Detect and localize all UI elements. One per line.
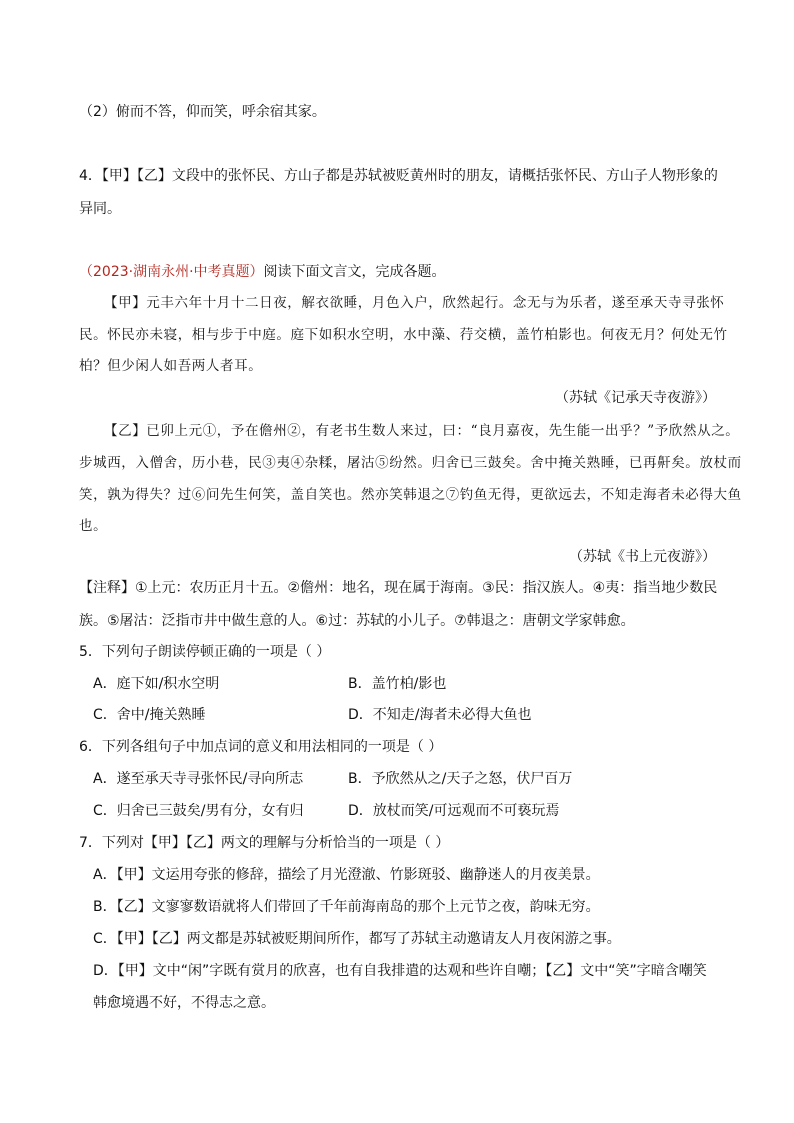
yi-attribution: （苏轼《书上元夜游》） xyxy=(569,549,716,565)
q5-option-a[interactable]: A．庭下如/积水空明 xyxy=(93,676,220,692)
q4-line1: 4．【甲】【乙】文段中的张怀民、方山子都是苏轼被贬黄州时的朋友，请概括张怀民、方山子人物形象的 xyxy=(79,168,718,184)
q3-part2: （2）俯而不答，仰而笑，呼余宿其家。 xyxy=(79,104,326,120)
jia-line-1: 【甲】元丰六年十月十二日夜，解衣欲睡，月色入户，欣然起行。念无与为乐者，遂至承天寺寻张怀 xyxy=(104,295,725,311)
yi-line-1: 【乙】已卯上元①，予在儋州②，有老书生数人来过，曰：“良月嘉夜，先生能一出乎？”予欣然从之。 xyxy=(104,423,740,439)
jia-line-3: 柏？但少闲人如吾两人者耳。 xyxy=(79,358,263,374)
q5-option-d[interactable]: D．不知走/海者未必得大鱼也 xyxy=(348,707,532,723)
q7-option-d-line1[interactable]: D．【甲】文中“闲”字既有赏月的欣喜，也有自我排遣的达观和些许自嘲；【乙】文中“笑”字暗含嘲笑 xyxy=(93,963,707,979)
q7-option-a[interactable]: A．【甲】文运用夸张的修辞，描绘了月光澄澈、竹影斑驳、幽静迷人的月夜美景。 xyxy=(93,867,600,883)
q7-stem: 7．下列对【甲】【乙】两文的理解与分析恰当的一项是（ ） xyxy=(79,835,450,851)
q5-stem: 5．下列句子朗读停顿正确的一项是（ ） xyxy=(79,644,331,660)
q6-option-a[interactable]: A．遂至承天寺寻张怀民/寻向所志 xyxy=(93,771,304,787)
yi-line-4: 也。 xyxy=(79,518,108,534)
q5-option-b[interactable]: B．盖竹柏/影也 xyxy=(348,676,447,692)
reading-intro xyxy=(79,262,446,282)
intro-text: 阅读下面文言文，完成各题。 xyxy=(263,264,446,280)
q6-option-c[interactable]: C．归舍已三鼓矣/男有分，女有归 xyxy=(93,803,304,819)
q7-option-c[interactable]: C．【甲】【乙】两文都是苏轼被贬期间所作，都写了苏轼主动邀请友人月夜闲游之事。 xyxy=(93,931,621,947)
yi-line-2: 步城西，入僧舍，历小巷，民③夷④杂糅，屠沽⑤纷然。归舍已三鼓矣。舍中掩关熟睡，已再鼾矣。放杖而 xyxy=(79,455,742,471)
q6-option-d[interactable]: D．放杖而笑/可远观而不可亵玩焉 xyxy=(348,803,560,819)
q6-stem: 6．下列各组句子中加点词的意义和用法相同的一项是（ ） xyxy=(79,739,443,755)
q4-line2: 异同。 xyxy=(79,201,121,217)
notes-line-2: 族。⑤屠沽：泛指市井中做生意的人。⑥过：苏轼的小儿子。⑦韩退之：唐朝文学家韩愈。 xyxy=(79,613,635,629)
q5-option-c[interactable]: C．舍中/掩关熟睡 xyxy=(93,707,206,723)
q6-option-b[interactable]: B．予欣然从之/天子之怒，伏尸百万 xyxy=(348,771,573,787)
q7-option-b[interactable]: B．【乙】文寥寥数语就将人们带回了千年前海南岛的那个上元节之夜，韵味无穷。 xyxy=(93,899,600,915)
yi-line-3: 笑，孰为得失？过⑥问先生何笑，盖自笑也。然亦笑韩退之⑦钓鱼无得，更欲远去，不知走海者未必得大鱼 xyxy=(79,487,742,503)
notes-line-1: 【注释】①上元：农历正月十五。②儋州：地名，现在属于海南。③民：指汉族人。④夷：指当地少数民 xyxy=(79,580,718,596)
q7-option-d-line2[interactable]: 韩愈境遇不好，不得志之意。 xyxy=(93,995,275,1011)
jia-attribution: （苏轼《记承天寺夜游》） xyxy=(555,390,716,406)
jia-line-2: 民。怀民亦未寝，相与步于中庭。庭下如积水空明，水中藻、荇交横，盖竹柏影也。何夜无月？何处无竹 xyxy=(79,327,728,343)
source-tag: （2023·湖南永州·中考真题） xyxy=(79,264,264,280)
